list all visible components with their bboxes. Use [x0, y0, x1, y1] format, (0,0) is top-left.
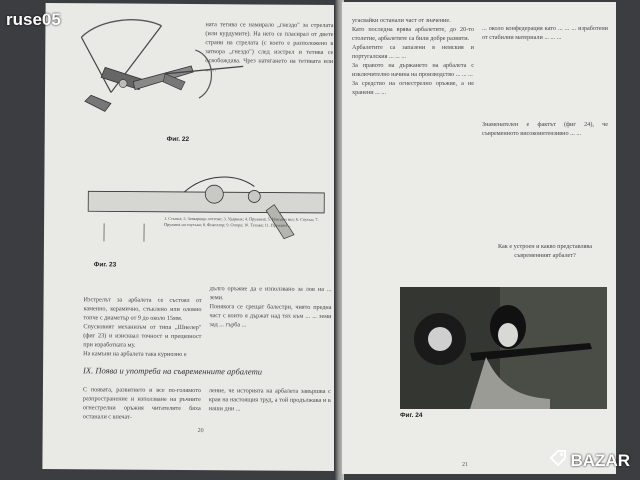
left-page-number: 20 [197, 428, 204, 435]
right-page [342, 2, 616, 474]
left-page-col-left-bottom: Изстрелът за арбалета се състоял от каменно, керамично, стъклено или оловно топче с диаметър от 9 до около 15мм. Спусковият механизъм от типа „Шнелер" (фиг 23) и изисквал точност и прецизност при изработката му. На камъни на арбалета така куриозно е [83, 296, 204, 358]
left-page-bottom-left-text: С появата, развитието и все по-голямото разпространение и използване на ръчните огнестрелни оръжия читателите бяха останали с впечат- [82, 386, 201, 421]
figure-23-label: Фиг. 23 [93, 261, 117, 269]
crossbow-shooter-photo [400, 287, 607, 409]
logo-text: BAZAR [570, 450, 630, 470]
left-page [42, 3, 337, 471]
tag-icon [549, 449, 567, 472]
right-page-col-right-top: ... около конфедерация като ... ... ... изработени от стабилни материали ... ... ... [482, 25, 608, 41]
figure-23-caption: 1. Стъпка; 2. Затварящи лостове; 3. Ударник; 4. Пружина; 5. Изходен вал; 6. Спусък; 7. Пружина на спусъка; 8. Фиксатор; 9. Опора; 10. Тетива; 11. Пружина ... [164, 215, 319, 228]
right-page-col-left-top: угасвайки останали част от значение. Като последна врява арбалетите, до 20-то столетие, арбалетите са били добре развити. Арбалетите са запазени в немския и португалския ... ... ... За правото на държането на арбалета с изключително начина на производство ... ... ... За средство на огнестрелно оръжие, а не хранени ... ... [352, 17, 474, 96]
figure-24-label: Фиг. 24 [400, 412, 423, 419]
chapter-heading: IX. Поява и употреба на съвременните арбалети [83, 365, 263, 377]
figure-22-label: Фиг. 22 [166, 135, 190, 143]
left-page-col-right-top: ната тетива се намирало „гнездо" за стрелата (или курдумите). На него се пласирал от двете страни на стрелата (с което е разположено в затвора „гнездо") след изстрел и тетива се освобождава. Чрез натягането на тетивата или ... ... [205, 21, 334, 74]
bazar-logo [549, 449, 631, 472]
watermark-text: ruse05 [6, 10, 61, 29]
left-page-col-right-bottom: дълго оръжие да е използвано за лов на ... земи. Понякога се срещат балестри, чиято предна част с които я държат над тях към ... ... земи зад ... гърба ... [209, 285, 334, 329]
left-page-bottom-right-text: ление, че историята на арбалета завършва с края на настоящия труд, а той продължава и в наши дни ... [208, 387, 331, 413]
trigger-mechanism-illustration [84, 163, 330, 255]
closing-question: Как е устроен и какво представлява съвременният арбалет? [497, 243, 593, 259]
right-page-col-right-middle: Знаменателен е фактът (фиг 24), че съвременното високоинтензивно ... ... [482, 121, 608, 137]
right-page-number: 21 [462, 462, 468, 468]
